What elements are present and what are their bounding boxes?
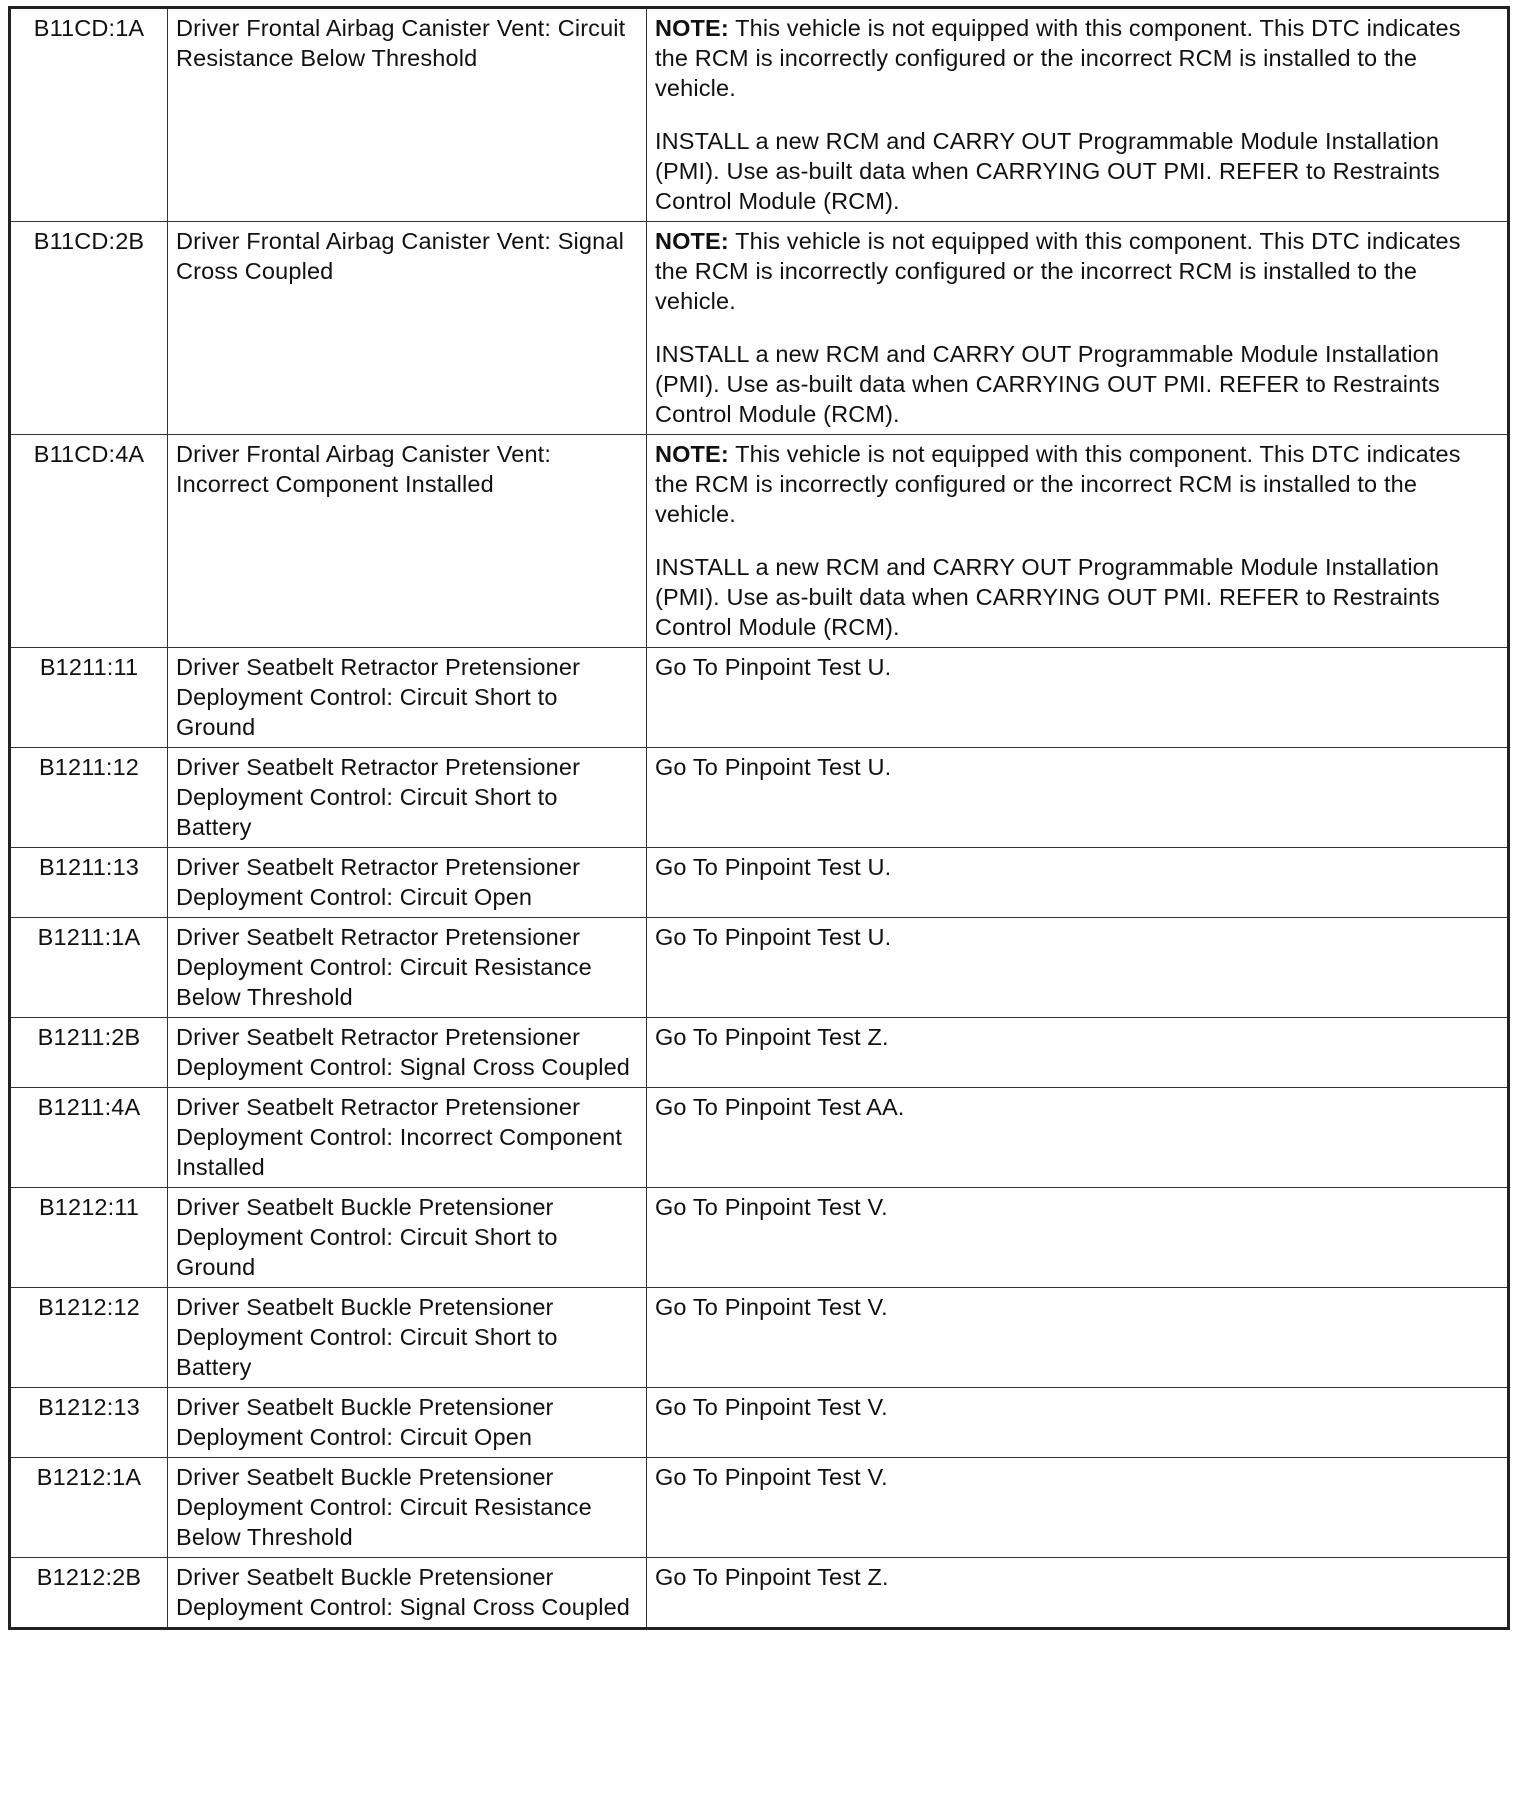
instruction-paragraph: INSTALL a new RCM and CARRY OUT Programmable Module Installation (PMI). Use as-built data when CARRYING OUT PMI. REFER to Restraints Control Module (RCM). (655, 341, 1440, 427)
note-text: This vehicle is not equipped with this component. This DTC indicates the RCM is incorrectly configured or the incorrect RCM is installed to the vehicle. (655, 15, 1461, 101)
dtc-action: Go To Pinpoint Test V. (647, 1388, 1509, 1458)
dtc-code: B1212:13 (10, 1388, 168, 1458)
table-row (10, 1088, 1509, 1188)
dtc-action: Go To Pinpoint Test V. (647, 1188, 1509, 1288)
note-label: NOTE: (655, 228, 729, 254)
dtc-code: B1211:12 (10, 748, 168, 848)
dtc-code: B1212:11 (10, 1188, 168, 1288)
dtc-description: Driver Seatbelt Retractor Pretensioner Deployment Control: Incorrect Component Installed (168, 1088, 647, 1188)
dtc-code: B1211:4A (10, 1088, 168, 1188)
instruction-paragraph: INSTALL a new RCM and CARRY OUT Programmable Module Installation (PMI). Use as-built data when CARRYING OUT PMI. REFER to Restraints Control Module (RCM). (655, 554, 1440, 640)
dtc-code: B1211:13 (10, 848, 168, 918)
table-row (10, 748, 1509, 848)
dtc-action: Go To Pinpoint Test V. (647, 1288, 1509, 1388)
dtc-description: Driver Seatbelt Buckle Pretensioner Deployment Control: Circuit Open (168, 1388, 647, 1458)
dtc-action: Go To Pinpoint Test U. (647, 848, 1509, 918)
table-row (10, 1188, 1509, 1288)
dtc-description: Driver Seatbelt Buckle Pretensioner Deployment Control: Circuit Short to Ground (168, 1188, 647, 1288)
table-row (10, 648, 1509, 748)
instruction-paragraph: INSTALL a new RCM and CARRY OUT Programmable Module Installation (PMI). Use as-built data when CARRYING OUT PMI. REFER to Restraints Control Module (RCM). (655, 128, 1440, 214)
note-label: NOTE: (655, 441, 729, 467)
dtc-description: Driver Seatbelt Buckle Pretensioner Deployment Control: Signal Cross Coupled (168, 1558, 647, 1629)
note-text: This vehicle is not equipped with this component. This DTC indicates the RCM is incorrectly configured or the incorrect RCM is installed to the vehicle. (655, 441, 1461, 527)
dtc-description: Driver Seatbelt Retractor Pretensioner Deployment Control: Circuit Short to Battery (168, 748, 647, 848)
dtc-description: Driver Seatbelt Retractor Pretensioner Deployment Control: Circuit Short to Ground (168, 648, 647, 748)
dtc-action (647, 8, 1509, 222)
dtc-code: B11CD:4A (10, 435, 168, 648)
table-row (10, 1018, 1509, 1088)
dtc-code: B1211:2B (10, 1018, 168, 1088)
note-paragraph (655, 13, 1499, 103)
table-row (10, 848, 1509, 918)
table-row (10, 435, 1509, 648)
dtc-code: B1212:12 (10, 1288, 168, 1388)
dtc-description: Driver Frontal Airbag Canister Vent: Circuit Resistance Below Threshold (168, 8, 647, 222)
dtc-description: Driver Seatbelt Retractor Pretensioner Deployment Control: Signal Cross Coupled (168, 1018, 647, 1088)
dtc-action: Go To Pinpoint Test U. (647, 648, 1509, 748)
note-label: NOTE: (655, 15, 729, 41)
dtc-description: Driver Seatbelt Buckle Pretensioner Deployment Control: Circuit Short to Battery (168, 1288, 647, 1388)
dtc-code: B11CD:2B (10, 222, 168, 435)
dtc-description: Driver Seatbelt Buckle Pretensioner Deployment Control: Circuit Resistance Below Threshold (168, 1458, 647, 1558)
table-row (10, 1388, 1509, 1458)
dtc-code: B11CD:1A (10, 8, 168, 222)
table-row (10, 1458, 1509, 1558)
dtc-code: B1212:1A (10, 1458, 168, 1558)
dtc-action: Go To Pinpoint Test Z. (647, 1018, 1509, 1088)
dtc-description: Driver Seatbelt Retractor Pretensioner Deployment Control: Circuit Resistance Below Threshold (168, 918, 647, 1018)
dtc-action: Go To Pinpoint Test AA. (647, 1088, 1509, 1188)
table-row (10, 918, 1509, 1018)
note-text: This vehicle is not equipped with this component. This DTC indicates the RCM is incorrectly configured or the incorrect RCM is installed to the vehicle. (655, 228, 1461, 314)
dtc-action: Go To Pinpoint Test V. (647, 1458, 1509, 1558)
dtc-code: B1212:2B (10, 1558, 168, 1629)
note-paragraph (655, 439, 1499, 529)
table-row (10, 1288, 1509, 1388)
dtc-code: B1211:1A (10, 918, 168, 1018)
table-row (10, 8, 1509, 222)
dtc-action: Go To Pinpoint Test U. (647, 748, 1509, 848)
table-row (10, 222, 1509, 435)
dtc-description: Driver Frontal Airbag Canister Vent: Signal Cross Coupled (168, 222, 647, 435)
dtc-action (647, 435, 1509, 648)
note-paragraph (655, 226, 1499, 316)
dtc-description: Driver Seatbelt Retractor Pretensioner Deployment Control: Circuit Open (168, 848, 647, 918)
dtc-action: Go To Pinpoint Test Z. (647, 1558, 1509, 1629)
dtc-description: Driver Frontal Airbag Canister Vent: Incorrect Component Installed (168, 435, 647, 648)
table-row (10, 1558, 1509, 1629)
dtc-action (647, 222, 1509, 435)
dtc-action: Go To Pinpoint Test U. (647, 918, 1509, 1018)
dtc-table (8, 6, 1510, 1630)
dtc-code: B1211:11 (10, 648, 168, 748)
